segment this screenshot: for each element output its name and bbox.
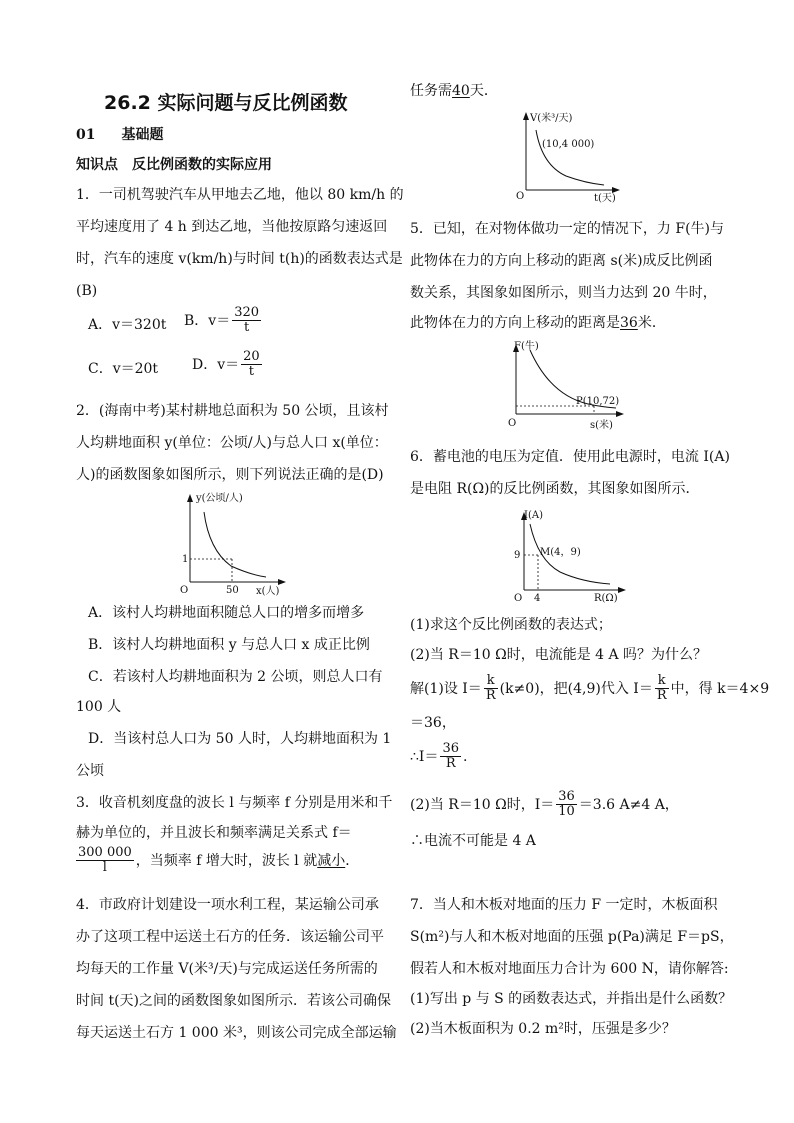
- q1-option-b: B．v＝ $\frac{320}{t}$: [184, 305, 260, 335]
- q4-origin: O: [516, 191, 525, 202]
- q4-graph: [410, 0, 755, 1123]
- q6-sub-2: (2)当 R＝10 Ω时，电流能是 4 A 吗？为什么？: [410, 647, 708, 663]
- q6-solution-1: 解(1)设 I＝ $\frac{k}{R}$ (k≠0)，把(4,9)代入 I＝ $\frac{k}{R}$ 中，得 k＝4×9: [410, 673, 770, 703]
- q4-line-5: 每天运送土石方 1 000 米³，则该公司完成全部运输: [76, 1025, 397, 1041]
- q4-y-arrow: [523, 112, 529, 120]
- q2-option-d-cont: 公顷: [76, 763, 104, 779]
- q5-y-label: F(牛): [514, 341, 539, 352]
- page-title: 26.2 实际问题与反比例函数: [104, 92, 348, 114]
- q6-x-arrow: [618, 587, 626, 593]
- q2-line-2: 人均耕地面积 y(单位：公顷/人)与总人口 x(单位：: [76, 435, 388, 451]
- q6-tick-y: 9: [514, 550, 521, 561]
- q5-x-arrow: [616, 411, 624, 417]
- q6-x-label: R(Ω): [594, 593, 618, 604]
- q2-x-arrow: [278, 579, 286, 585]
- q2-option-c-cont: 100 人: [76, 699, 122, 715]
- q6-solution-2: (2)当 R＝10 Ω时，I＝ $\frac{36}{10}$ ＝3.6 A≠4 A，: [410, 789, 679, 819]
- q5-point-label: P(10,72): [576, 396, 620, 407]
- q2-line-1: 2．(海南中考)某村耕地总面积为 50 公顷，且该村: [76, 403, 389, 419]
- q3-answer: 减小: [317, 852, 346, 869]
- q7-line-2: S(m²)与人和木板对地面的压强 p(Pa)满足 F＝pS，: [410, 929, 734, 945]
- q1-line-2: 平均速度用了 4 h 到达乙地，当他按原路匀速返回: [76, 219, 388, 235]
- q6-solution-2b: ∴电流不可能是 4 A: [410, 833, 536, 849]
- q5-line-3: 数关系，其图象如图所示，则当力达到 20 牛时，: [410, 285, 717, 301]
- q7-line-5: (2)当木板面积为 0.2 m²时，压强是多少？: [410, 1021, 676, 1037]
- q4-cont: 任务需40天．: [410, 83, 498, 99]
- q2-option-c: C．若该村人均耕地面积为 2 公顷，则总人口有: [88, 669, 383, 685]
- q5-origin: O: [508, 418, 517, 429]
- q6-solution-1b: ＝36，: [410, 715, 456, 731]
- q5-line-1: 5．已知，在对物体做功一定的情况下，力 F(牛)与: [410, 221, 724, 237]
- q7-line-3: 假若人和木板对地面压力合计为 600 N，请你解答:: [410, 961, 729, 977]
- q2-x-label: x(人): [256, 586, 280, 597]
- q2-origin: O: [180, 585, 189, 596]
- q2-tick-x: 50: [226, 585, 239, 596]
- q2-graph: [76, 0, 386, 1123]
- q6-line-1: 6．蓄电池的电压为定值．使用此电源时，电流 I(A): [410, 449, 730, 465]
- q2-option-b: B．该村人均耕地面积 y 与总人口 x 成正比例: [88, 637, 370, 653]
- q6-point-label: M(4，9): [540, 547, 581, 558]
- q6-solution-1c: ∴I＝ $\frac{36}{R}$ .: [410, 741, 468, 771]
- q4-answer: 40: [452, 83, 470, 99]
- q1-option-a: A．v＝320t: [88, 317, 167, 333]
- q4-line-3: 均每天的工作量 V(米³/天)与完成运送任务所需的: [76, 961, 378, 977]
- q2-curve: [204, 512, 266, 577]
- q4-line-2: 办了这项工程中运送土石方的任务．该运输公司平: [76, 929, 384, 945]
- q7-line-1: 7．当人和木板对地面的压力 F 一定时，木板面积: [410, 897, 718, 913]
- q6-y-label: I(A): [524, 510, 543, 521]
- q7-line-4: (1)写出 p 与 S 的函数表达式，并指出是什么函数？: [410, 991, 733, 1007]
- knowledge-point: 知识点 反比例函数的实际应用: [76, 157, 272, 173]
- q4-line-1: 4．市政府计划建设一项水利工程，某运输公司承: [76, 897, 379, 913]
- q1-line-3: 时，汽车的速度 v(km/h)与时间 t(h)的函数表达式是: [76, 251, 403, 267]
- q4-point-label: (10,4 000): [542, 139, 595, 150]
- q4-line-4: 时间 t(天)之间的函数图象如图所示．若该公司确保: [76, 993, 391, 1009]
- q5-x-label: s(米): [590, 420, 613, 431]
- q5-line-4: 此物体在力的方向上移动的距离是36米．: [410, 315, 666, 331]
- q6-tick-x: 4: [534, 593, 541, 604]
- q1-line-4: (B): [76, 283, 98, 299]
- q1-option-c: C．v＝20t: [88, 361, 159, 377]
- q6-origin: O: [514, 593, 523, 604]
- q5-line-2: 此物体在力的方向上移动的距离 s(米)成反比例函: [410, 253, 713, 269]
- q4-y-label: V(米³/天): [530, 113, 573, 124]
- q3-line-3: $\frac{300 000}{l}$ ，当频率 f 增大时，波长 l 就减小．: [78, 845, 360, 875]
- q2-tick-y: 1: [182, 554, 189, 565]
- q2-y-label: y(公顷/人): [196, 493, 243, 504]
- q3-line-2: 赫为单位的，并且波长和频率满足关系式 f＝: [76, 825, 352, 841]
- q1-line-1: 1．一司机驾驶汽车从甲地去乙地，他以 80 km/h 的: [76, 187, 404, 203]
- section-header: 01 基础题: [76, 127, 164, 143]
- q3-line-1: 3．收音机刻度盘的波长 l 与频率 f 分别是用米和千: [76, 795, 393, 811]
- q1-option-d: D．v＝ $\frac{20}{t}$: [192, 349, 260, 379]
- q4-x-label: t(天): [594, 193, 616, 204]
- q5-answer: 36: [620, 315, 638, 331]
- q2-y-arrow: [187, 494, 193, 502]
- q2-option-d: D．当该村总人口为 50 人时，人均耕地面积为 1: [88, 731, 392, 747]
- q2-option-a: A．该村人均耕地面积随总人口的增多而增多: [88, 605, 365, 621]
- q6-line-2: 是电阻 R(Ω)的反比例函数，其图象如图所示．: [410, 481, 700, 497]
- q6-sub-1: (1)求这个反比例函数的表达式；: [410, 617, 612, 633]
- q2-line-3: 人)的函数图象如图所示，则下列说法正确的是(D): [76, 467, 384, 483]
